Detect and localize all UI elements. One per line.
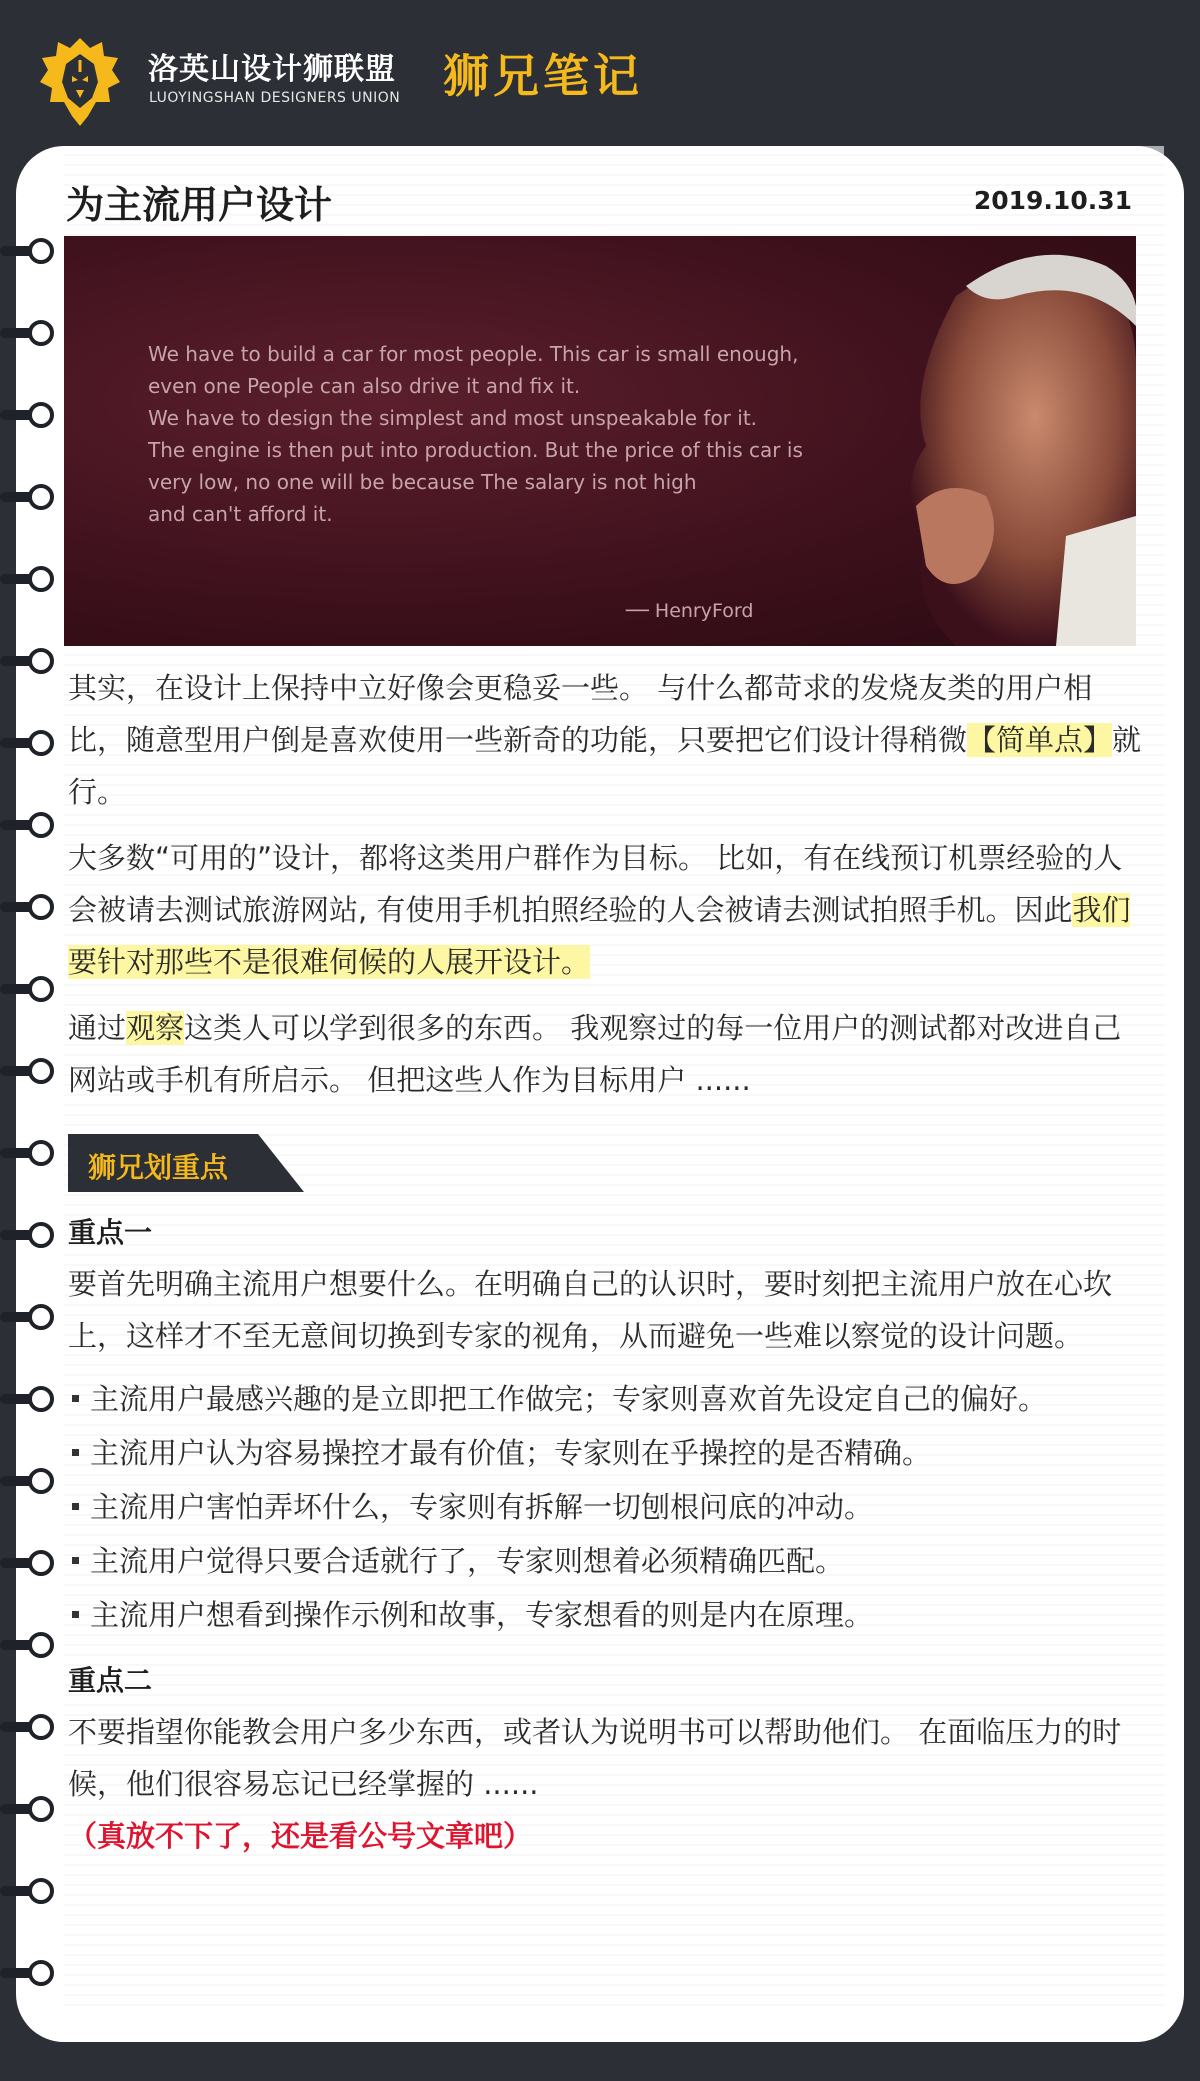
list-item [68, 1372, 1148, 1426]
quote-banner [64, 236, 1136, 646]
highlighted-text: 【简单点】 [967, 723, 1113, 757]
note-card [16, 146, 1184, 2042]
brand-name: 洛英山设计狮联盟 [148, 52, 396, 87]
quote-line: We have to design the simplest and most unspeakable for it. [148, 406, 758, 430]
binder-ring-icon [0, 1958, 62, 1988]
binder-ring-icon [0, 482, 62, 512]
binder-ring-icon [0, 1712, 62, 1742]
highlights-label [68, 1134, 308, 1194]
quote-line: We have to build a car for most people. This car is small enough, [148, 342, 799, 366]
list-item-text: 主流用户认为容易操控才最有价值；专家则在乎操控的是否精确。 [90, 1436, 932, 1470]
paragraph-text: 通过 [68, 1011, 127, 1045]
binder-ring-icon [0, 1056, 62, 1086]
binder-ring-icon [0, 1466, 62, 1496]
point-title: 重点二 [68, 1664, 153, 1697]
article-date: 2019.10.31 [973, 186, 1132, 215]
binder-ring-icon [0, 564, 62, 594]
binder-ring-icon [0, 646, 62, 676]
bullet-icon [72, 1395, 79, 1402]
column-tag: 狮兄笔记 [443, 49, 643, 103]
article-title: 为主流用户设计 [66, 183, 333, 227]
binder-ring-icon [0, 728, 62, 758]
bullet-icon [72, 1611, 79, 1618]
point-body: 不要指望你能教会用户多少东西，或者认为说明书可以帮助他们。 在面临压力的时候，他们很容易忘记已经掌握的 ...... [68, 1715, 1122, 1801]
binder-ring-icon [0, 318, 62, 348]
list-item-text: 主流用户觉得只要合适就行了，专家则想着必须精确匹配。 [90, 1544, 845, 1578]
binder-ring-icon [0, 1548, 62, 1578]
list-item-text: 主流用户想看到操作示例和故事，专家想看的则是内在原理。 [90, 1598, 874, 1632]
binder-ring-icon [0, 1794, 62, 1824]
highlighted-text: 我们要针对那些不是很难伺候的人展开设计。 [68, 893, 1131, 979]
point-title: 重点一 [68, 1216, 153, 1249]
highlights-label-text: 狮兄划重点 [88, 1151, 229, 1184]
lion-logo-icon [38, 36, 122, 128]
binder-ring-icon [0, 1876, 62, 1906]
binder-ring-icon [0, 236, 62, 266]
list-item [68, 1480, 1148, 1534]
binder-ring-icon [0, 1302, 62, 1332]
paragraph-text: 这类人可以学到很多的东西。 我观察过的每一位用户的测试都对改进自己网站或手机有所启示。 但把这些人作为目标用户 ...... [68, 1011, 1122, 1097]
quote-line: The engine is then put into production. But the price of this car is [148, 438, 803, 462]
binder-ring-icon [0, 1220, 62, 1250]
highlighted-text: 观察 [126, 1011, 185, 1045]
binder-ring-icon [0, 974, 62, 1004]
portrait-image [836, 236, 1136, 646]
bullet-icon [72, 1557, 79, 1564]
list-item [68, 1534, 1148, 1588]
list-item [68, 1588, 1148, 1642]
binder-ring-icon [0, 810, 62, 840]
list-item-text: 主流用户害怕弄坏什么，专家则有拆解一切刨根问底的冲动。 [90, 1490, 874, 1524]
paragraph-text: 大多数“可用的”设计，都将这类用户群作为目标。 比如，有在线预订机票经验的人会被请去测试旅游网站, 有使用手机拍照经验的人会被请去测试拍照手机。因此 [68, 841, 1123, 927]
quote-line: even one People can also drive it and fix it. [148, 374, 581, 398]
brand-name-en: LUOYINGSHAN DESIGNERS UNION [149, 90, 401, 106]
banner-quote [148, 338, 803, 530]
binder-ring-icon [0, 1384, 62, 1414]
binder-ring-icon [0, 1138, 62, 1168]
list-item-text: 主流用户最感兴趣的是立即把工作做完；专家则喜欢首先设定自己的偏好。 [90, 1382, 1048, 1416]
quote-line: and can't afford it. [148, 502, 333, 526]
header [0, 0, 1200, 150]
binder-ring-icon [0, 400, 62, 430]
bullet-icon [72, 1449, 79, 1456]
paragraph [68, 662, 1148, 818]
bullet-icon [72, 1503, 79, 1510]
paragraph-text: 其实，在设计上保持中立好像会更稳妥一些。 与什么都苛求的发烧友类的用户相比，随意型用户倒是喜欢使用一些新奇的功能，只要把它们设计得稍微 [68, 671, 1093, 757]
quote-line: very low, no one will be because The salary is not high [148, 470, 697, 494]
binder-ring-icon [0, 1630, 62, 1660]
list-item [68, 1426, 1148, 1480]
paragraph [68, 832, 1148, 988]
bullet-list [68, 1372, 1148, 1642]
paragraph [68, 1002, 1148, 1106]
point-body: 要首先明确主流用户想要什么。在明确自己的认识时，要时刻把主流用户放在心坎上，这样才不至无意间切换到专家的视角，从而避免一些难以察觉的设计问题。 [68, 1267, 1113, 1353]
quote-author: ── HenryFord [626, 600, 754, 622]
paragraph-text: 就行。 [68, 723, 1142, 809]
binder-ring-icon [0, 892, 62, 922]
article-body [68, 662, 1148, 1862]
read-more-note: （真放不下了，还是看公号文章吧） [68, 1819, 533, 1853]
